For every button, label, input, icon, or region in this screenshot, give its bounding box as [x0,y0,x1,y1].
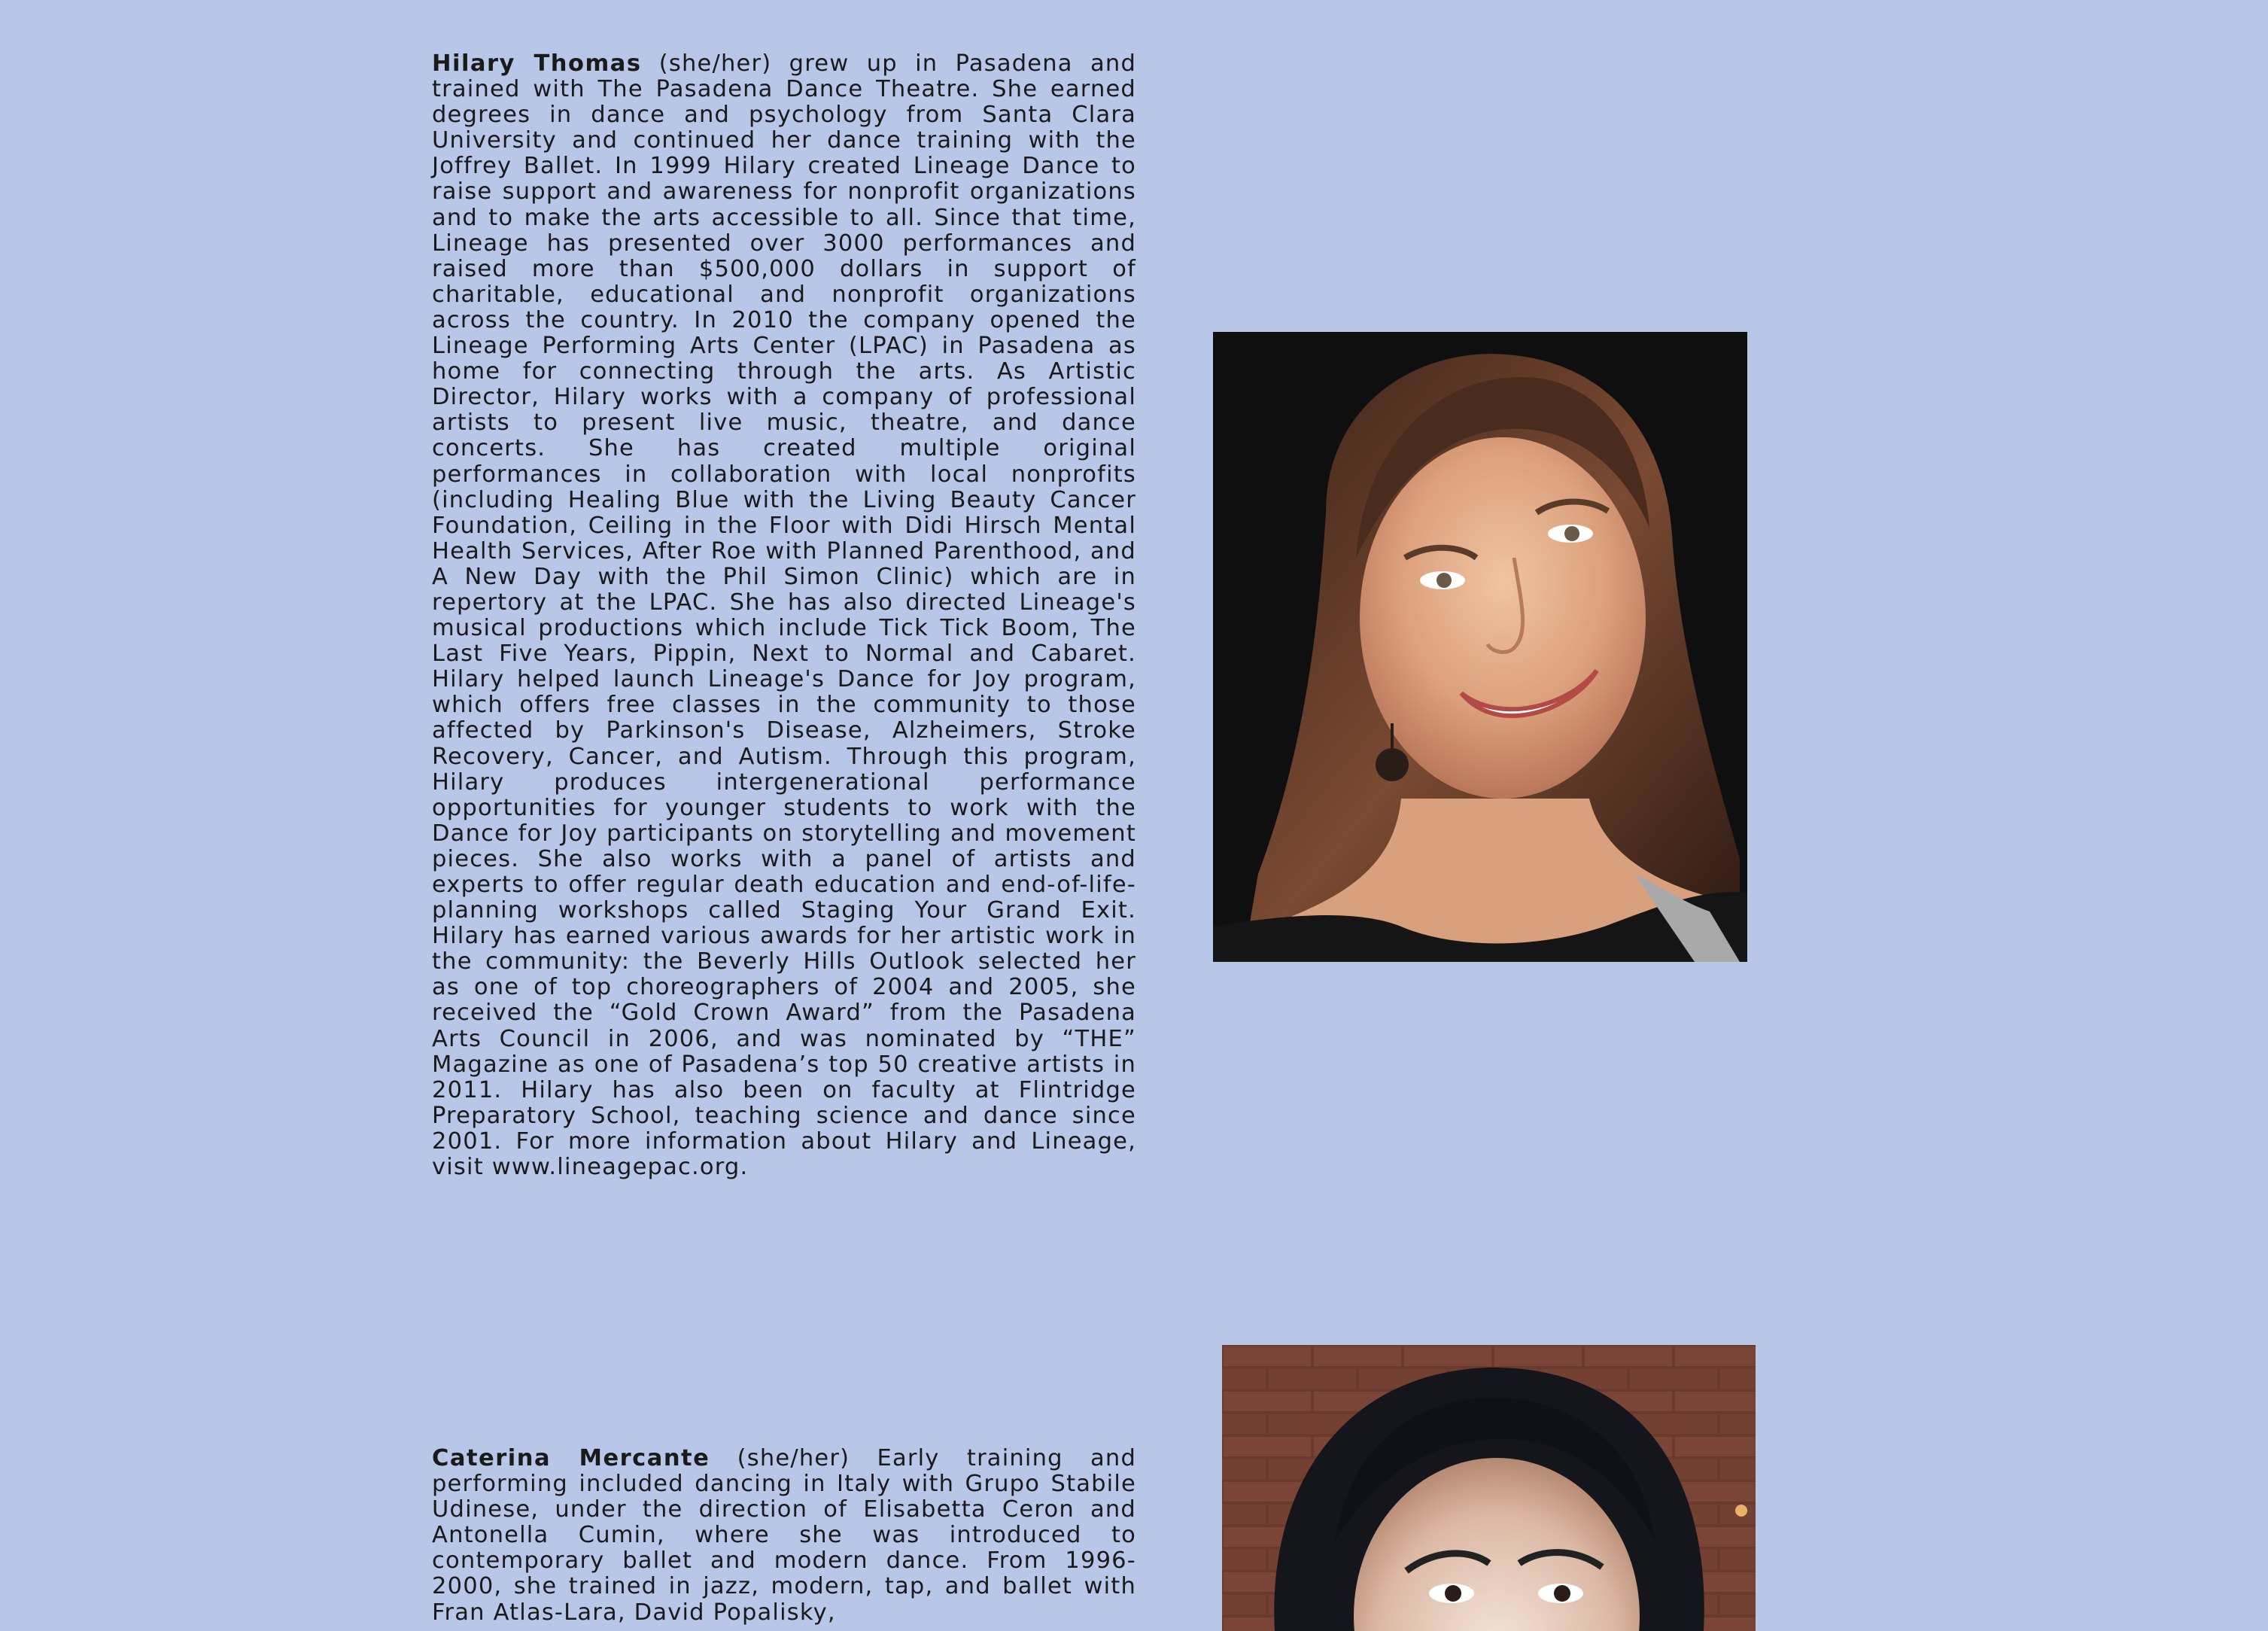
bio-paragraph-caterina-mercante [432,1446,1136,1626]
bio-name: Caterina Mercante [432,1445,710,1471]
bio-body: (she/her) Early training and performing included dancing in Italy with Grupo Stabile Udinese, under the direction of Elisabetta Ceron and Antonella Cumin, where she was introduced to contemporary ballet and modern dance. From 1996-2000, she trained in jazz, modern, tap, and ballet with Fran Atlas-Lara, David Popalisky, [432,1445,1137,1626]
bio-body: (she/her) grew up in Pasadena and trained with The Pasadena Dance Theatre. She earned degrees in dance and psychology from Santa Clara University and continued her dance training with the Joffrey Ballet. In 1999 Hilary created Lineage Dance to raise support and awareness for nonprofit organizations and to make the arts accessible to all. Since that time, Lineage has presented over 3000 performances and raised more than $500,000 dollars in support of charitable, educational and nonprofit organizations across the country. In 2010 the company opened the Lineage Performing Arts Center (LPAC) in Pasadena as home for connecting through the arts. As Artistic Director, Hilary works with a company of professional artists to present live music, theatre, and dance concerts. She has created multiple original performances in collaboration with local nonprofits (including Healing Blue with the Living Beauty Cancer Foundation, Ceiling in the Floor with Didi Hirsch Mental Health Services, After Roe with Planned Parenthood, and A New Day with the Phil Simon Clinic) which are in repertory at the LPAC. She has also directed Lineage's musical productions which include Tick Tick Boom, The Last Five Years, Pippin, Next to Normal and Cabaret. Hilary helped launch Lineage's Dance for Joy program, which offers free classes in the community to those affected by Parkinson's Disease, Alzheimers, Stroke Recovery, Cancer, and Autism. Through this program, Hilary produces intergenerational performance opportunities for younger students to work with the Dance for Joy participants on storytelling and movement pieces. She also works with a panel of artists and experts to offer regular death education and end-of-life-planning workshops called Staging Your Grand Exit. Hilary has earned various awards for her artistic work in the community: the Beverly Hills Outlook selected her as one of top choreographers of 2004 and 2005, she received the “Gold Crown Award” from the Pasadena Arts Council in 2006, and was nominated by “THE” Magazine as one of Pasadena’s top 50 creative artists in 2011. Hilary has also been on faculty at Flintridge Preparatory School, teaching science and dance since 2001. For more information about Hilary and Lineage, visit www.lineagepac.org. [432,50,1137,1181]
bio-paragraph-hilary-thomas [432,51,1136,1180]
bio-name: Hilary Thomas [432,50,642,77]
portrait-photo-hilary-thomas [1213,332,1747,962]
portrait-photo-caterina-mercante [1222,1345,1756,1631]
